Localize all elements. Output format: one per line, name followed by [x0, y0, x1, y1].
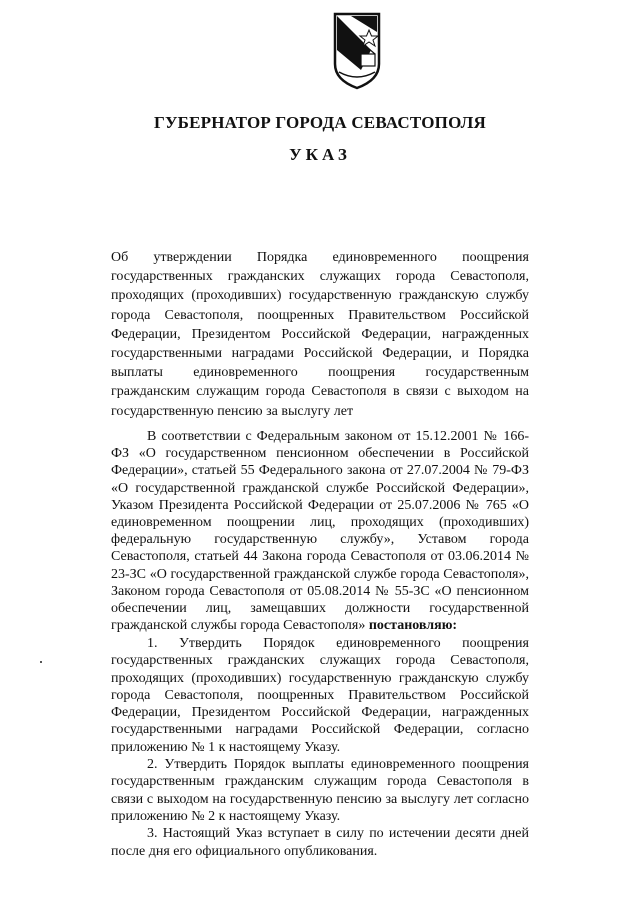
decree-item-1: 1. Утвердить Порядок единовременного поощрения государственных гражданских служащих города Севастополя, проходящих (проходивших) государственную гражданскую службу города Севастополя, поощренных Правительством Российской Федерации, Президентом Российской Федерации, награжденных государственными наградами Российской Федерации, согласно приложению № 1 к настоящему Указу.: [111, 636, 529, 755]
sevastopol-coat-of-arms-icon: [331, 10, 383, 92]
decree-title: Об утверждении Порядка единовременного поощрения государственных гражданских служащих города Севастополя, проходящих (проходивших) государственную гражданскую службу города Севастополя, поощренных Правительством Российской Федерации, Президентом Российской Федерации, награжденных государственными наградами Российской Федерации, и Порядка выплаты единовременного поощрения государственным гражданским служащим города Севастополя в связи с выходом на государственную пенсию за выслугу лет: [111, 250, 529, 419]
authority-heading: ГУБЕРНАТОР ГОРОДА СЕВАСТОПОЛЯ: [153, 113, 486, 132]
margin-dot: [40, 661, 42, 663]
resolution-verb: постановляю:: [368, 618, 458, 634]
decree-item-2: 2. Утвердить Порядок выплаты единовременного поощрения государственным гражданским служащим города Севастополя в связи с выходом на государственную пенсию за выслугу лет согласно приложению № 2 к настоящему Указу.: [111, 757, 529, 824]
preamble: [111, 428, 529, 634]
decree-item-3: 3. Настоящий Указ вступает в силу по истечении десяти дней после дня его официального опубликования.: [111, 826, 529, 859]
document-type: УКАЗ: [289, 145, 351, 164]
decree-items: [111, 635, 529, 860]
preamble-text: В соответствии с Федеральным законом от 15.12.2001 № 166-ФЗ «О государственном пенсионном обеспечении в Российской Федерации», статьей 55 Федерального закона от 27.07.2004 № 79-ФЗ «О государственной гражданской службе Российской Федерации», Указом Президента Российской Федерации от 25.07.2006 № 765 «О единовременном поощрении лиц, проходящих (проходивших) федеральную государственную службу», Уставом города Севастополя, статьей 44 Закона города Севастополя от 03.06.2014 № 23-ЗС «О государственной гражданской службе города Севастополя», Законом города Севастополя от 05.08.2014 № 55-ЗС «О пенсионном обеспечении лиц, замещавших должности государственной гражданской службы города Севастополя»: [111, 429, 529, 634]
